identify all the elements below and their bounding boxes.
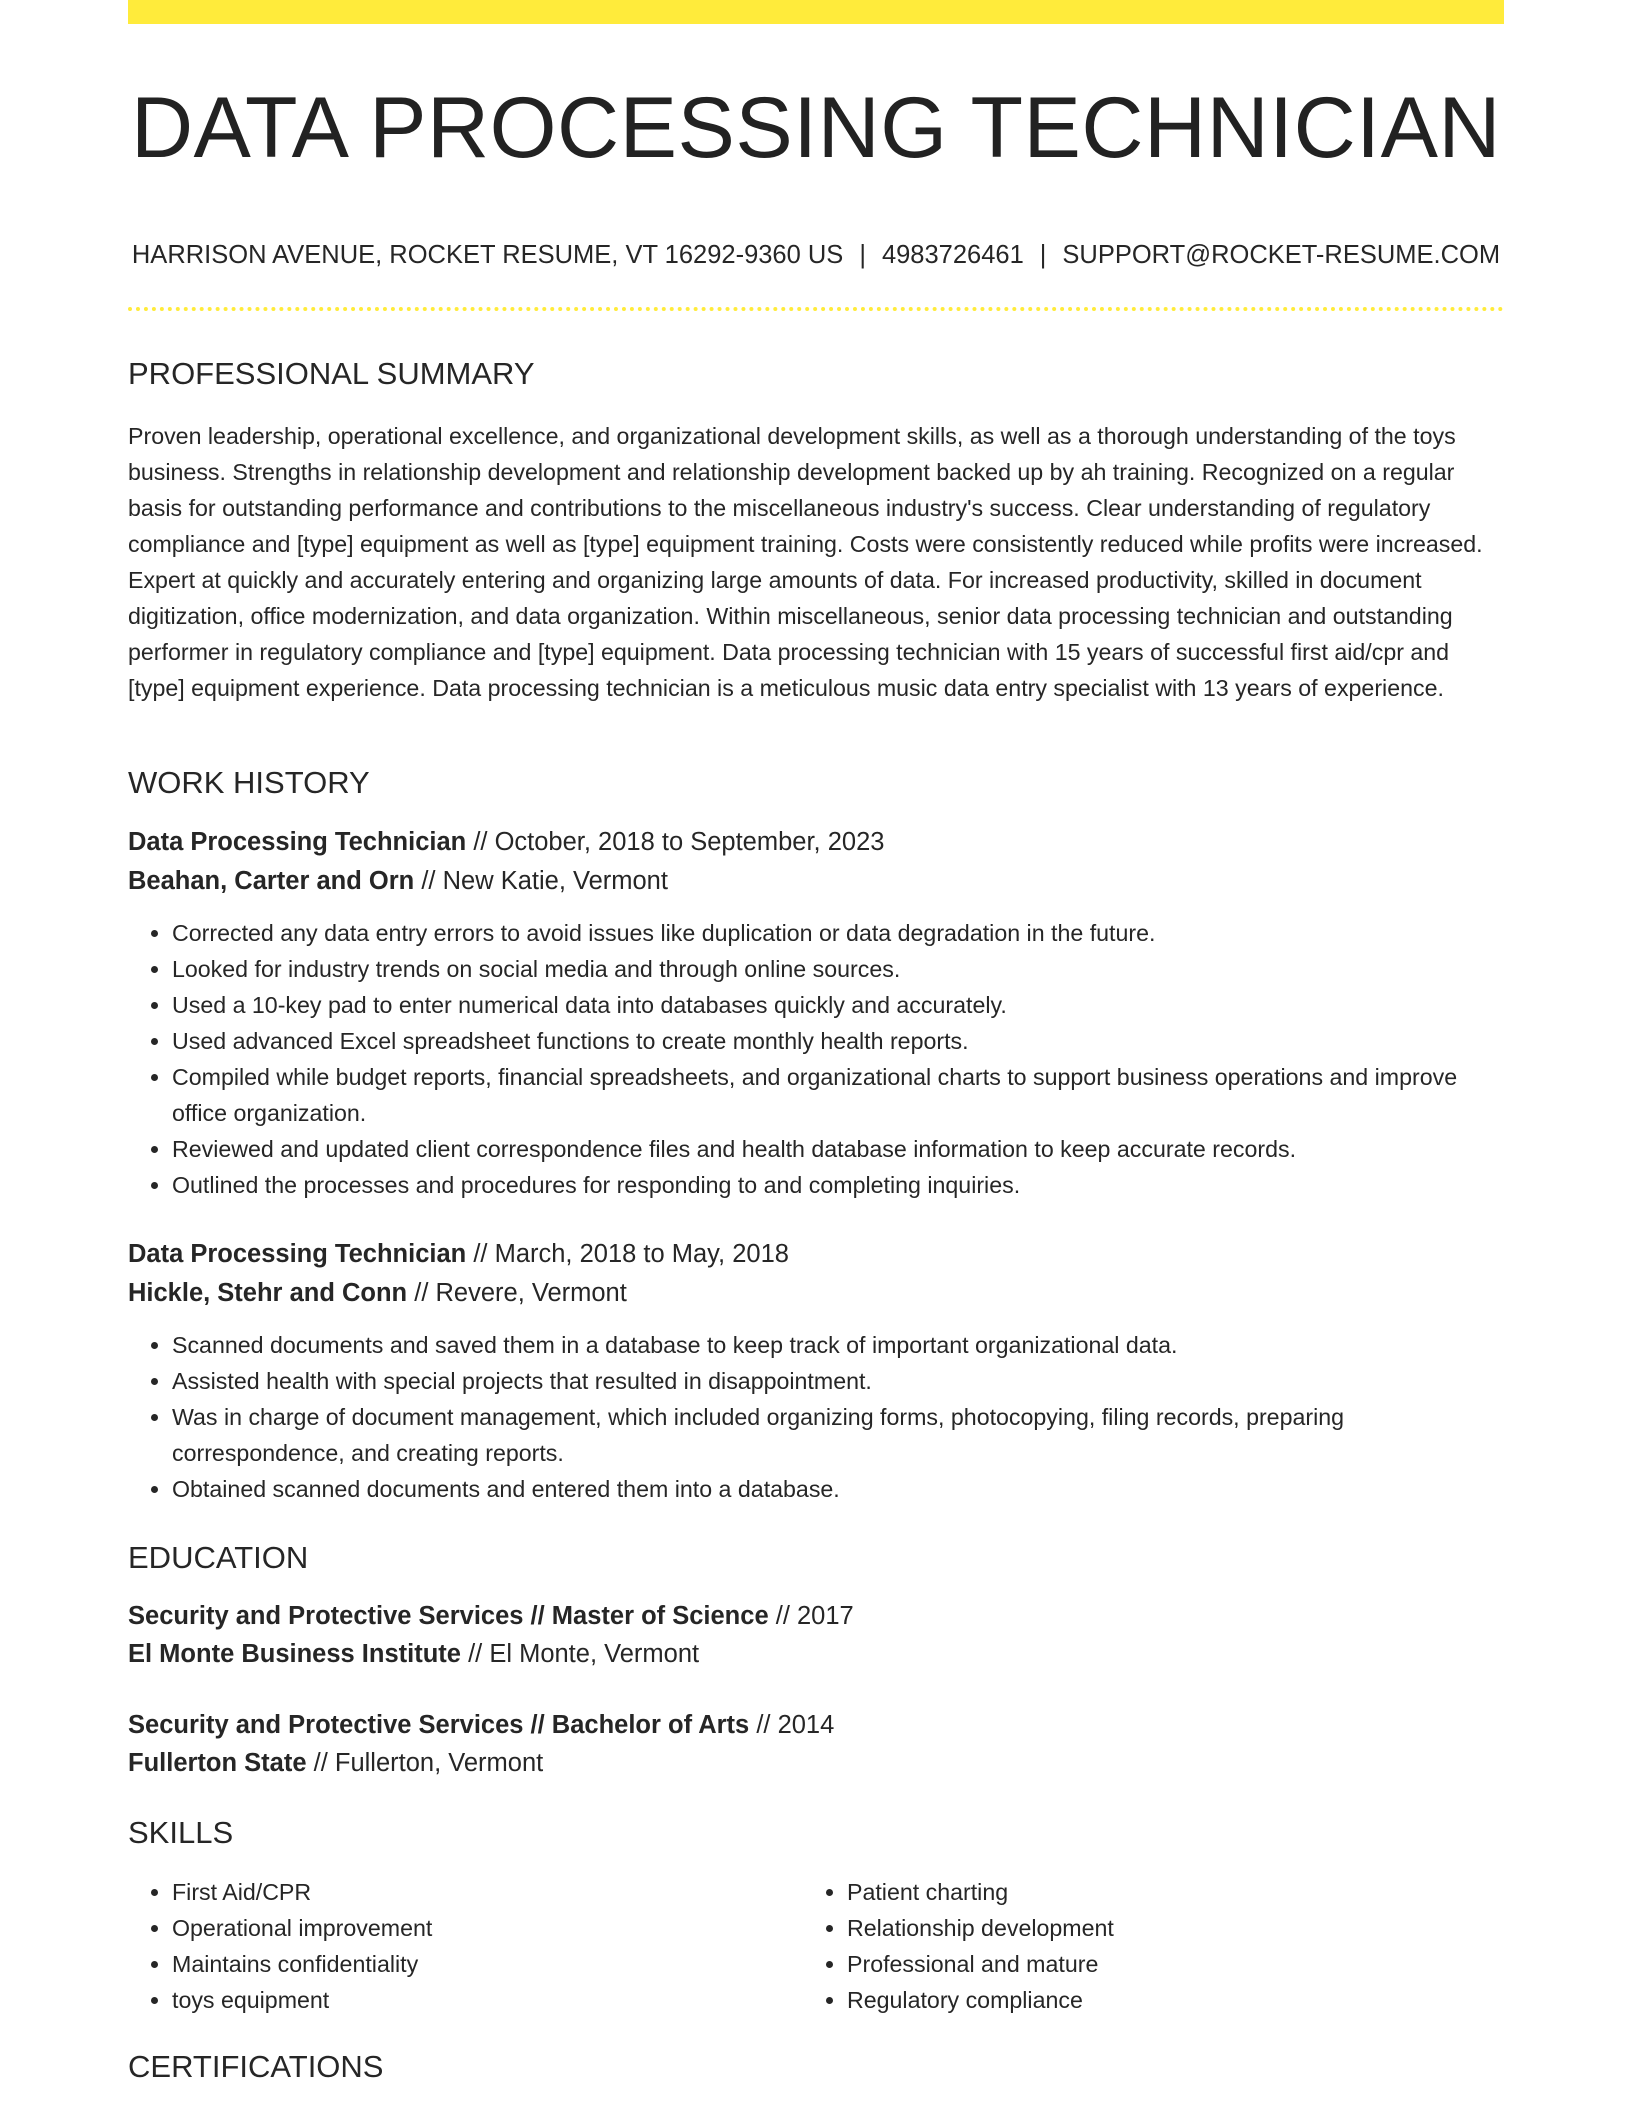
contact-address: HARRISON AVENUE, ROCKET RESUME, VT 16292-9360 US xyxy=(131,241,844,269)
list-item: • Corrected any data entry errors to avoid issues like duplication or data degradation in the future. xyxy=(172,915,1512,951)
job-2-bullets xyxy=(128,1327,1512,1507)
education-1-year: // 2017 xyxy=(775,1602,854,1630)
list-item: • Looked for industry trends on social media and through online sources. xyxy=(172,951,1512,987)
job-2-dates: // March, 2018 to May, 2018 xyxy=(473,1240,789,1268)
job-1-location: // New Katie, Vermont xyxy=(421,867,668,895)
contact-separator: | xyxy=(859,241,866,269)
education-2-degree-line xyxy=(128,1707,834,1743)
list-item: • Used a 10-key pad to enter numerical data into databases quickly and accurately. xyxy=(172,987,1512,1023)
list-item: • Regulatory compliance xyxy=(847,1982,1447,2018)
list-item: • First Aid/CPR xyxy=(172,1874,772,1910)
skills-heading: SKILLS xyxy=(128,1815,234,1850)
job-2-company-line xyxy=(128,1275,627,1311)
list-item: • Patient charting xyxy=(847,1874,1447,1910)
list-item: • Operational improvement xyxy=(172,1910,772,1946)
list-item: • Compiled while budget reports, financial spreadsheets, and organizational charts to support business operations and improve office organization. xyxy=(172,1059,1512,1131)
list-item: • Relationship development xyxy=(847,1910,1447,1946)
list-item: • Was in charge of document management, which included organizing forms, photocopying, filing records, preparing correspondence, and creating reports. xyxy=(172,1399,1512,1471)
job-2-role: Data Processing Technician xyxy=(128,1240,467,1268)
education-2-location: // Fullerton, Vermont xyxy=(313,1749,544,1777)
education-2-degree: Security and Protective Services // Bachelor of Arts xyxy=(128,1711,750,1739)
contact-separator: | xyxy=(1039,241,1047,269)
list-item: • Assisted health with special projects that resulted in disappointment. xyxy=(172,1363,1512,1399)
list-item: • Scanned documents and saved them in a database to keep track of important organizational data. xyxy=(172,1327,1512,1363)
education-heading: EDUCATION xyxy=(128,1540,309,1575)
job-1-company: Beahan, Carter and Orn xyxy=(128,867,415,895)
summary-text: Proven leadership, operational excellence, and organizational development skills, as well as a thorough understanding of the toys business. Strengths in relationship development and relationship development backed up by ah training. Recognized on a regular basis for outstanding performance and contributions to the miscellaneous industry's success. Clear understanding of regulatory compliance and [type] equipment as well as [type] equipment training. Costs were consistently reduced while profits were increased. Expert at quickly and accurately entering and organizing large amounts of data. For increased productivity, skilled in document digitization, office modernization, and data organization. Within miscellaneous, senior data processing technician and outstanding performer in regulatory compliance and [type] equipment. Data processing technician with 15 years of successful first aid/cpr and [type] equipment experience. Data processing technician is a meticulous music data entry specialist with 13 years of experience. xyxy=(128,423,1483,701)
skills-list-right xyxy=(803,1874,1447,2018)
work-history-heading: WORK HISTORY xyxy=(128,765,370,800)
education-2-school: Fullerton State xyxy=(128,1749,307,1777)
contact-line xyxy=(128,238,1504,272)
accent-top-bar xyxy=(128,0,1504,24)
job-1-bullets xyxy=(128,915,1512,1203)
job-1-role: Data Processing Technician xyxy=(128,828,467,856)
contact-phone: 4983726461 xyxy=(881,241,1024,269)
job-1-title-line xyxy=(128,824,884,860)
list-item: • Obtained scanned documents and entered them into a database. xyxy=(172,1471,1512,1507)
list-item: • Outlined the processes and procedures for responding to and completing inquiries. xyxy=(172,1167,1512,1203)
job-1-dates: // October, 2018 to September, 2023 xyxy=(473,828,885,856)
list-item: • Professional and mature xyxy=(847,1946,1447,1982)
education-1-degree-line xyxy=(128,1598,854,1634)
list-item: • Reviewed and updated client correspondence files and health database information to keep accurate records. xyxy=(172,1131,1512,1167)
list-item: • Used advanced Excel spreadsheet functions to create monthly health reports. xyxy=(172,1023,1512,1059)
education-1-school-line xyxy=(128,1636,699,1672)
summary-heading: PROFESSIONAL SUMMARY xyxy=(128,356,535,391)
education-2-school-line xyxy=(128,1745,543,1781)
education-2-year: // 2014 xyxy=(756,1711,835,1739)
list-item: • Maintains confidentiality xyxy=(172,1946,772,1982)
job-2-title-line xyxy=(128,1236,789,1272)
job-2-location: // Revere, Vermont xyxy=(414,1279,627,1307)
education-1-degree: Security and Protective Services // Master of Science xyxy=(128,1602,769,1630)
dotted-divider xyxy=(128,307,1504,311)
job-2-company: Hickle, Stehr and Conn xyxy=(128,1279,408,1307)
list-item: • toys equipment xyxy=(172,1982,772,2018)
job-1-company-line xyxy=(128,863,668,899)
skills-list-left xyxy=(128,1874,772,2018)
contact-email: SUPPORT@ROCKET-RESUME.COM xyxy=(1062,241,1501,269)
candidate-title: DATA PROCESSING TECHNICIAN xyxy=(130,80,1502,176)
education-1-location: // El Monte, Vermont xyxy=(468,1640,700,1668)
education-1-school: El Monte Business Institute xyxy=(128,1640,461,1668)
certifications-heading: CERTIFICATIONS xyxy=(128,2049,384,2084)
